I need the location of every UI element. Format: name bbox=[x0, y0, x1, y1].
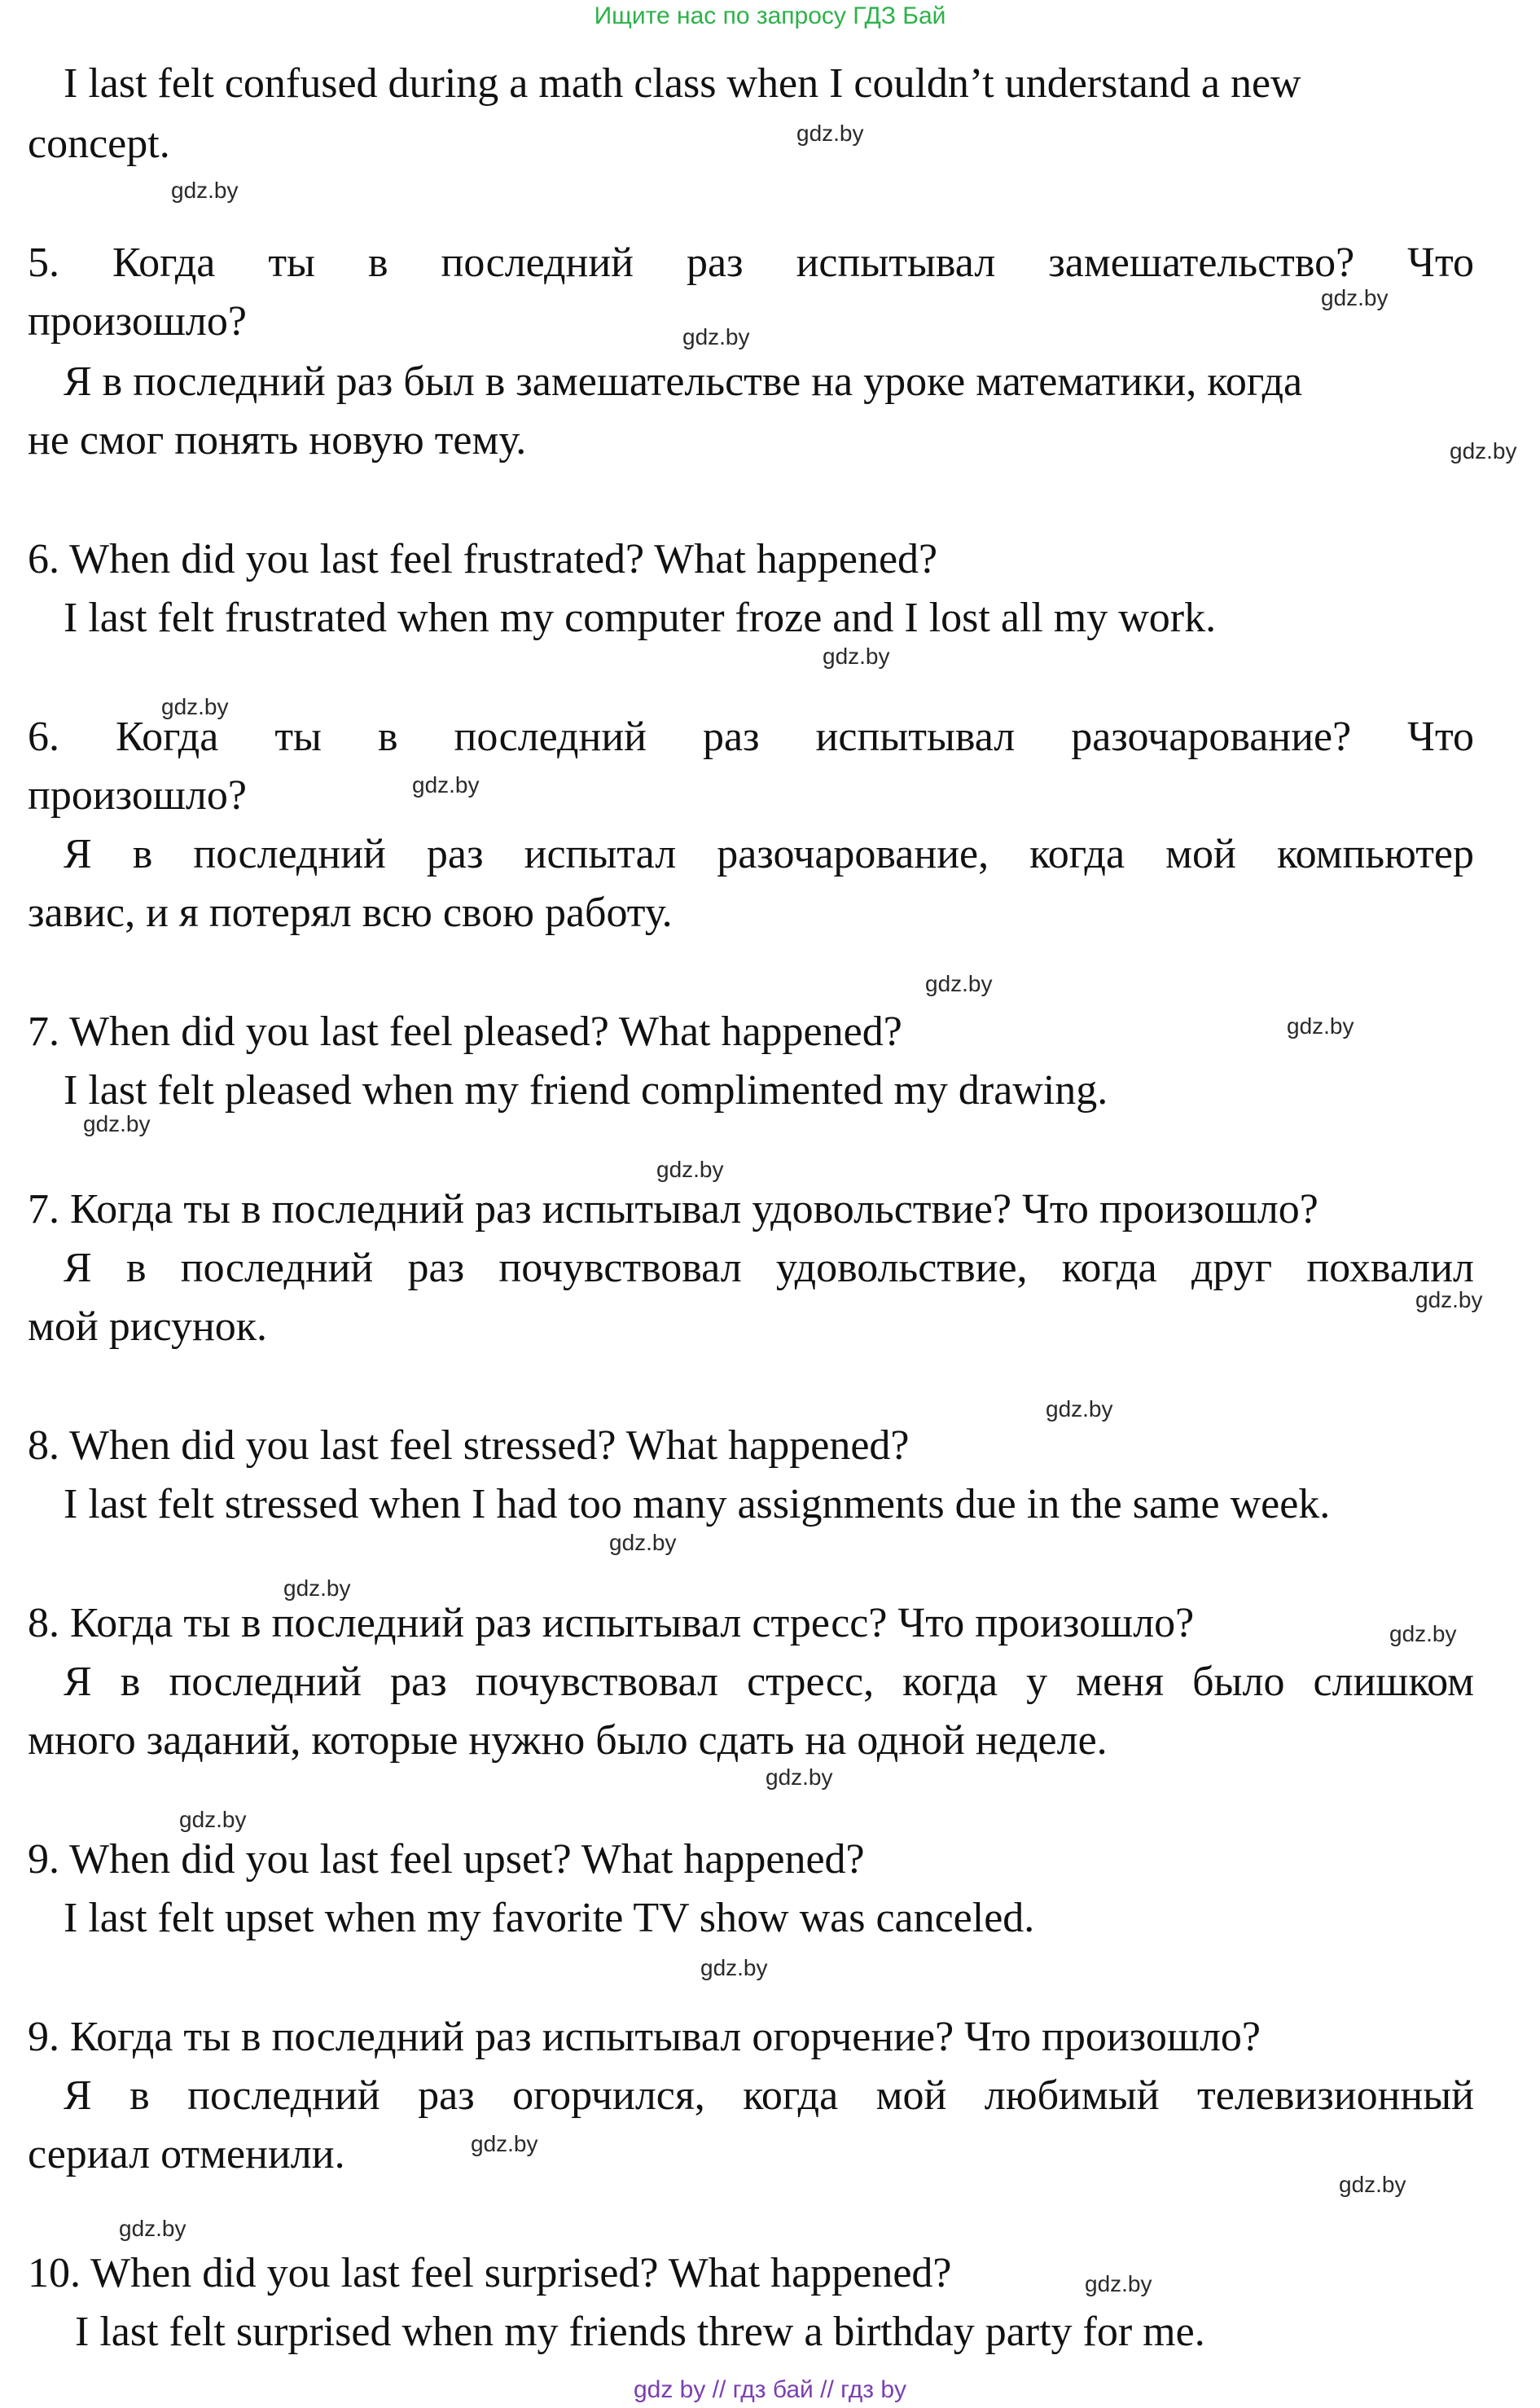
answer-6-en: I last felt frustrated when my computer froze and I lost all my work. bbox=[64, 595, 1217, 641]
question-6-en: 6. When did you last feel frustrated? What happened? bbox=[28, 536, 938, 582]
watermark: gdz.by bbox=[471, 2131, 538, 2156]
answer-8-ru-cont: много заданий, которые нужно было сдать на одной неделе. bbox=[28, 1717, 1108, 1764]
watermark: gdz.by bbox=[1085, 2271, 1152, 2296]
answer-7-ru-cont: мой рисунок. bbox=[28, 1303, 268, 1350]
question-10-en: 10. When did you last feel surprised? What happened? bbox=[28, 2250, 952, 2296]
answer-7-ru: Я в последний раз почувствовал удовольствие, когда друг похвалил bbox=[64, 1245, 1474, 1291]
question-8-ru: 8. Когда ты в последний раз испытывал стресс? Что произошло? bbox=[28, 1600, 1195, 1646]
answer-9-ru-cont: сериал отменили. bbox=[28, 2131, 345, 2177]
watermark: gdz.by bbox=[1450, 438, 1517, 464]
watermark: gdz.by bbox=[83, 1111, 151, 1136]
watermark: gdz.by bbox=[609, 1530, 677, 1555]
watermark: gdz.by bbox=[796, 121, 864, 146]
answer-9-ru: Я в последний раз огорчился, когда мой любимый телевизионный bbox=[64, 2072, 1474, 2119]
answer-6-ru: Я в последний раз испытал разочарование, когда мой компьютер bbox=[64, 831, 1474, 877]
question-9-en: 9. When did you last feel upset? What happened? bbox=[28, 1836, 865, 1883]
question-7-ru: 7. Когда ты в последний раз испытывал удовольствие? Что произошло? bbox=[28, 1186, 1318, 1233]
watermark: gdz.by bbox=[1321, 285, 1389, 310]
watermark: gdz.by bbox=[700, 1955, 768, 1980]
answer-6-ru-cont: завис, и я потерял всю свою работу. bbox=[28, 890, 673, 936]
footer-banner[interactable]: gdz by // гдз бай // гдз by bbox=[633, 2376, 907, 2403]
watermark: gdz.by bbox=[119, 2216, 186, 2241]
watermark: gdz.by bbox=[171, 178, 239, 203]
question-6-ru-cont: произошло? bbox=[28, 772, 247, 819]
watermark: gdz.by bbox=[1287, 1013, 1354, 1039]
answer-5-en: I last felt confused during a math class when I couldn’t understand a new bbox=[64, 60, 1301, 107]
answer-10-en: I last felt surprised when my friends threw a birthday party for me. bbox=[75, 2309, 1205, 2355]
watermark: gdz.by bbox=[925, 971, 993, 996]
question-7-en: 7. When did you last feel pleased? What happened? bbox=[28, 1008, 902, 1055]
watermark: gdz.by bbox=[1046, 1396, 1113, 1422]
question-8-en: 8. When did you last feel stressed? What happened? bbox=[28, 1422, 910, 1469]
watermark: gdz.by bbox=[823, 644, 890, 669]
watermark: gdz.by bbox=[656, 1157, 724, 1182]
watermark: gdz.by bbox=[161, 694, 229, 719]
question-5-ru: 5. Когда ты в последний раз испытывал замешательство? Что bbox=[28, 239, 1474, 286]
answer-5-ru-cont: не смог понять новую тему. bbox=[28, 417, 527, 464]
question-9-ru: 9. Когда ты в последний раз испытывал огорчение? Что произошло? bbox=[28, 2014, 1261, 2060]
answer-9-en: I last felt upset when my favorite TV show was canceled. bbox=[64, 1895, 1035, 1941]
answer-7-en: I last felt pleased when my friend complimented my drawing. bbox=[64, 1067, 1108, 1114]
watermark: gdz.by bbox=[1415, 1287, 1483, 1312]
answer-8-en: I last felt stressed when I had too many assignments due in the same week. bbox=[64, 1481, 1331, 1527]
watermark: gdz.by bbox=[412, 772, 480, 798]
header-banner[interactable]: Ищите нас по запросу ГДЗ Бай bbox=[594, 2, 946, 29]
watermark: gdz.by bbox=[682, 324, 750, 349]
answer-5-en-cont: concept. bbox=[28, 121, 170, 167]
watermark: gdz.by bbox=[179, 1807, 247, 1832]
watermark: gdz.by bbox=[283, 1575, 351, 1601]
question-6-ru: 6. Когда ты в последний раз испытывал разочарование? Что bbox=[28, 714, 1474, 760]
answer-5-ru: Я в последний раз был в замешательстве на уроке математики, когда bbox=[64, 358, 1303, 405]
watermark: gdz.by bbox=[1339, 2172, 1406, 2197]
watermark: gdz.by bbox=[1389, 1621, 1457, 1646]
question-5-ru-cont: произошло? bbox=[28, 298, 247, 345]
answer-8-ru: Я в последний раз почувствовал стресс, когда у меня было слишком bbox=[64, 1659, 1474, 1705]
watermark: gdz.by bbox=[766, 1764, 833, 1790]
